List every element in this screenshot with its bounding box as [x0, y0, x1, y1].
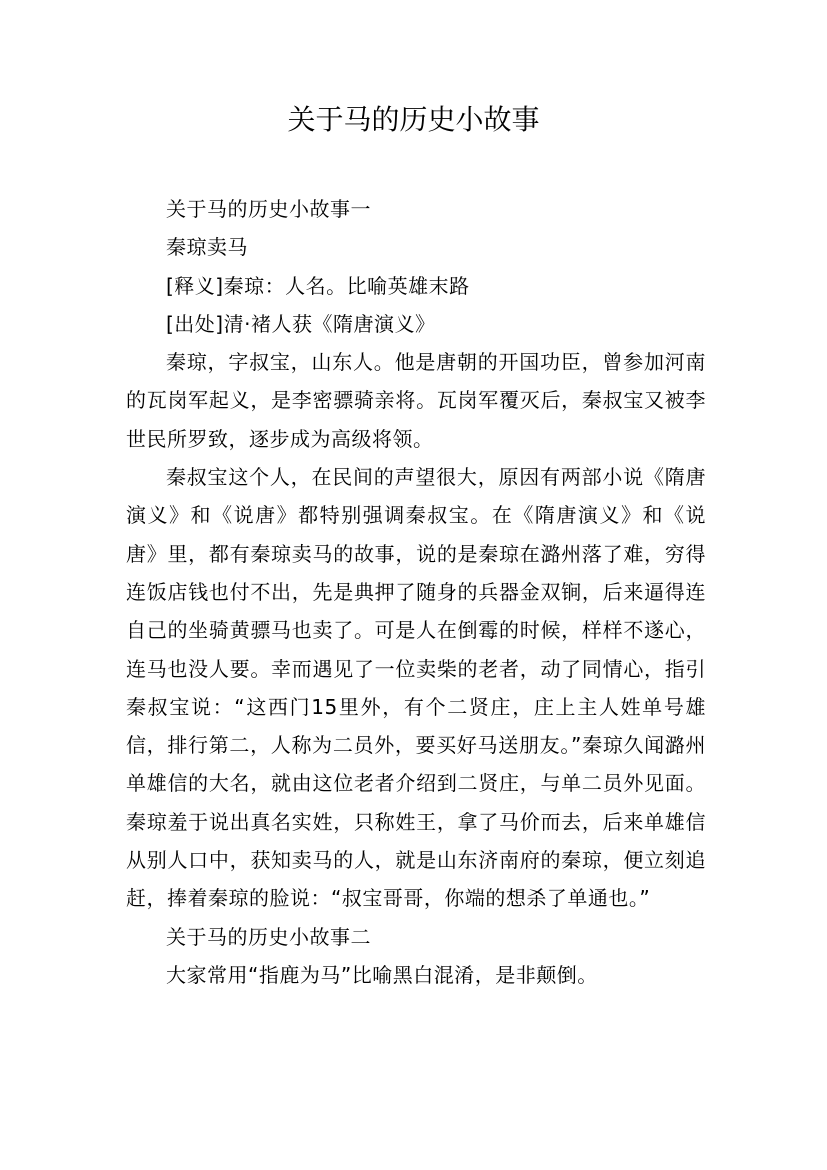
body-paragraph-3: 大家常用“指鹿为马”比喻黑白混淆，是非颠倒。: [166, 962, 598, 987]
body-paragraph-2: 秦叔宝这个人，在民间的声望很大，原因有两部小说《隋唐演义》和《说唐》都特别强调秦叔宝。在《隋唐演义》和《说唐》里，都有秦琼卖马的故事，说的是秦琼在潞州落了难，穷得连饭店钱也付不出，先是典押了随身的兵器金双锏，后来逼得连自己的坐骑黄骠马也卖了。可是人在倒霉的时候，样样不遂心，连马也没人要。幸而遇见了一位卖柴的老者，动了同情心，指引秦叔宝说：“这西门15里外，有个二贤庄，庄上主人姓单号雄信，排行第二，人称为二员外，要买好马送朋友。”秦琼久闻潞州单雄信的大名，就由这位老者介绍到二贤庄，与单二员外见面。秦琼羞于说出真名实姓，只称姓王，拿了马价而去，后来单雄信从别人口中，获知卖马的人，就是山东济南府的秦琼，便立刻追赶，捧着秦琼的脸说：“叔宝哥哥，你端的想杀了单通也。”: [126, 465, 706, 911]
section-heading-1: 关于马的历史小故事一: [166, 197, 371, 221]
section-heading-2: 关于马的历史小故事二: [166, 924, 371, 949]
document-title: 关于马的历史小故事: [287, 103, 540, 136]
document-body: [126, 190, 706, 994]
body-paragraph-1: 秦琼，字叔宝，山东人。他是唐朝的开国功臣，曾参加河南的瓦岗军起义，是李密骠骑亲将。瓦岗军覆灭后，秦叔宝又被李世民所罗致，逐步成为高级将领。: [126, 350, 706, 451]
source-line: [出处]清·褚人获《隋唐演义》: [166, 311, 436, 336]
story-title: 秦琼卖马: [166, 235, 248, 260]
definition-line: [释义]秦琼：人名。比喻英雄末路: [166, 273, 470, 298]
